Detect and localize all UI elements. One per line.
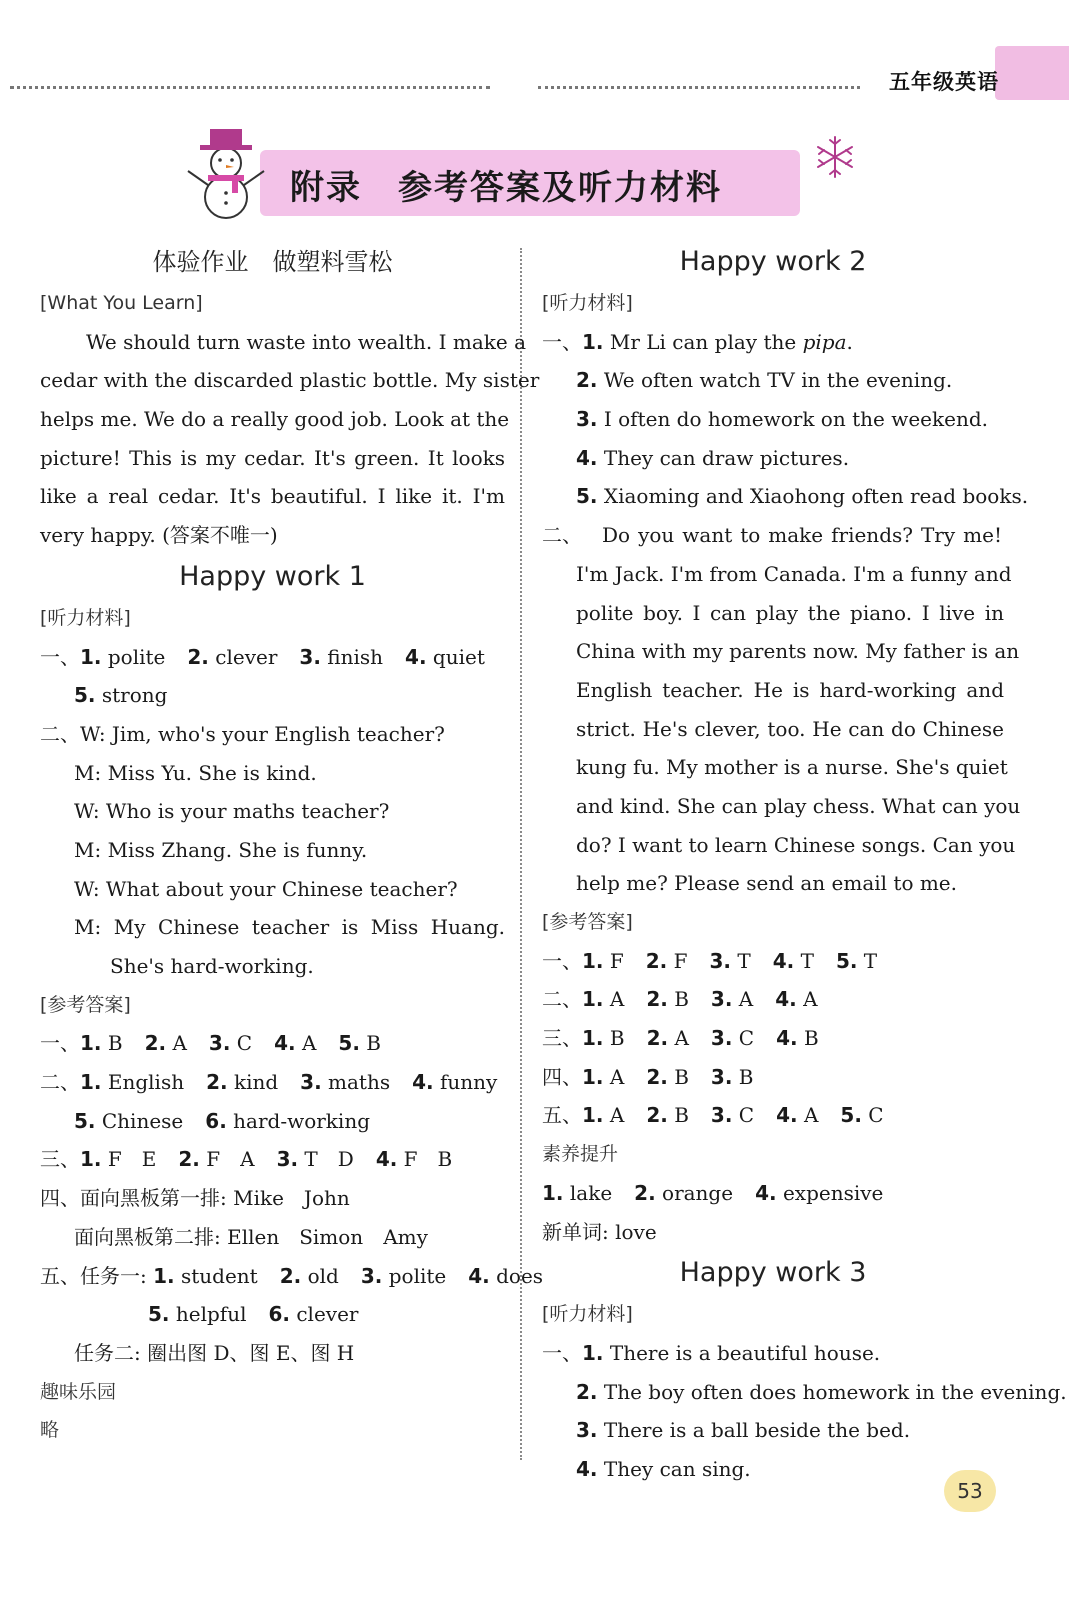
item-number: 1. [582,1103,604,1128]
sentence-text: Mr Li can play the [603,329,803,354]
paragraph-line: I'm Jack. I'm from Canada. I'm a funny and [576,561,1012,586]
item-number: 3. [710,1064,733,1089]
dialogue-line: She's hard-working. [110,954,314,978]
item-answer: Chinese [95,1108,184,1133]
item-answer: English [101,1070,185,1095]
item-number: 2. [646,1103,668,1128]
item-answer: A [732,987,754,1012]
paragraph-line: strict. He's clever, too. He can do Chinese [576,716,1004,741]
sentence-text: I often do homework on the weekend. [597,407,988,432]
dialogue-line: W: What about your Chinese teacher? [74,876,458,901]
heading-happy-work-3: Happy work 3 [679,1257,867,1289]
sentence-text: We often watch TV in the evening. [597,368,953,393]
dialogue-line: M: My Chinese teacher is Miss Huang. [74,915,505,940]
item-number: 4. [775,987,797,1012]
item-answer: kind [227,1070,279,1095]
item-answer: polite [101,644,166,669]
banner-title: 附录 参考答案及听力材料 [290,168,722,208]
item-answer: C [732,1103,755,1128]
item-answer: old [301,1263,339,1288]
left-column [40,240,544,1450]
item-answer: B [667,1064,689,1089]
item-number: 3. [276,1147,299,1172]
item-number: 3. [299,644,321,669]
paragraph-line: cedar with the discarded plastic bottle. My sister [40,368,540,393]
item-answer: A [295,1031,317,1056]
item-number: 5. [74,1108,96,1133]
answer-row [542,1096,1004,1135]
item-answer: T D [298,1147,354,1172]
sentence-text: Xiaoming and Xiaohong often read books. [597,484,1029,509]
item-number: 4. [772,948,795,973]
sentence-row [542,361,1004,400]
paragraph-line: English teacher. He is hard-working and [576,677,1004,702]
grade-tab [869,46,1069,100]
answer-row [40,1024,505,1063]
sentence-row [542,439,1004,478]
paragraph-line: help me? Please send an email to me. [576,871,957,896]
item-number: 1. [153,1263,175,1288]
sentence-text: There is a beautiful house. [603,1340,881,1365]
item-answer: F E [101,1147,157,1172]
item-number: 4. [755,1180,777,1205]
item-answer: C [861,1103,884,1128]
item-number: 4. [412,1070,434,1095]
item-answer: B [667,987,689,1012]
item-number: 5. [148,1302,170,1327]
item-number: 4. [405,644,427,669]
sentence-row [542,1450,1004,1489]
item-answer: B [797,1026,819,1051]
item-answer: lake [563,1180,613,1205]
item-number: 5. [840,1103,862,1128]
item-answer: T [857,948,878,973]
item-number: 3. [710,1026,733,1051]
item-number: 3. [576,1418,598,1443]
item-answer: A [603,987,625,1012]
item-answer: A [166,1031,187,1056]
paragraph-line [542,516,1004,555]
answer-row [40,638,505,677]
omitted-note: 略 [40,1419,60,1442]
item-answer: F [603,948,624,973]
item-answer: quiet [426,644,485,669]
item-number: 3. [576,407,598,432]
grade-label: 五年级英语 [889,70,999,94]
item-answer: F B [397,1147,453,1172]
item-number: 5. [338,1031,360,1056]
paragraph-line: We should turn waste into wealth. I make a [86,329,526,354]
item-number: 2. [144,1031,167,1056]
section-label-literacy: 素养提升 [542,1143,619,1166]
answer-row: 任务二: 圈出图 D、图 E、图 H [74,1340,355,1365]
answer-row [40,1257,544,1296]
item-answer: maths [321,1070,391,1095]
answer-row [542,1019,1004,1058]
item-number: 1. [582,948,604,973]
item-number: 5. [835,948,858,973]
item-number: 6. [268,1302,290,1327]
item-number: 1. [80,1031,102,1056]
item-answer: B [101,1031,123,1056]
item-answer: T [731,948,751,973]
dialogue-line: 二、W: Jim, who's your English teacher? [40,721,445,746]
answer-row: 面向黑板第二排: Ellen Simon Amy [74,1224,428,1249]
item-number: 6. [205,1108,227,1133]
item-number: 5. [74,683,96,708]
item-number: 5. [576,484,598,509]
section-prefix: 五、任务一: [40,1263,154,1288]
item-number: 4. [776,1026,798,1051]
dialogue-line: M: Miss Zhang. She is funny. [74,837,368,862]
item-answer: funny [433,1070,498,1095]
item-answer: expensive [776,1180,884,1205]
item-number: 2. [646,1064,668,1089]
right-column [542,240,1067,1489]
item-number: 2. [187,644,209,669]
item-number: 1. [542,1180,564,1205]
item-answer: B [732,1064,754,1089]
item-number: 1. [80,1070,102,1095]
item-answer: C [230,1031,253,1056]
item-number: 2. [576,368,598,393]
answer-row [542,1058,1004,1097]
paragraph-line: picture! This is my cedar. It's green. It looks [40,445,505,470]
item-number: 1. [582,1064,604,1089]
header-dotted-rule-right [538,86,860,89]
section-prefix: 一、 [542,1340,582,1365]
section-label-fun-park: 趣味乐园 [40,1380,117,1403]
sentence-row [542,323,1004,362]
sentence-row [542,1334,1004,1373]
sentence-row [542,400,1004,439]
dialogue-line: M: Miss Yu. She is kind. [74,760,317,785]
answer-row [40,1140,505,1179]
section-prefix: 一、 [40,644,80,669]
sentence-emphasis: pipa [802,329,847,354]
item-number: 4. [576,445,598,470]
item-answer: F [667,948,688,973]
header-dotted-rule-left [10,86,490,89]
section-heading-experience: 体验作业 做塑料雪松 [152,248,393,276]
item-number: 4. [776,1103,798,1128]
item-number: 2. [279,1263,302,1288]
heading-happy-work-2: Happy work 2 [679,246,867,277]
item-answer: does [489,1263,544,1288]
item-number: 3. [709,948,732,973]
item-answer: helpful [169,1302,247,1327]
item-answer: orange [655,1180,734,1205]
item-answer: F A [199,1147,255,1172]
section-prefix: 一、 [40,1031,80,1056]
sentence-text: The boy often does homework in the evening. [597,1379,1067,1404]
item-number: 1. [80,1147,102,1172]
item-number: 2. [634,1180,656,1205]
item-answer: student [174,1263,258,1288]
item-answer: clever [289,1302,359,1327]
item-number: 1. [582,1340,604,1365]
item-number: 3. [710,987,733,1012]
section-prefix: 三、 [542,1026,582,1051]
item-number: 2. [206,1070,228,1095]
listening-material-label: [听力材料] [40,606,131,629]
item-number: 2. [646,987,668,1012]
item-answer: finish [320,644,384,669]
item-number: 4. [468,1263,490,1288]
item-answer: polite [382,1263,447,1288]
answer-row: 四、面向黑板第一排: Mike John [40,1186,350,1211]
item-answer: C [732,1026,755,1051]
item-answer: hard-working [226,1108,370,1133]
paragraph-text: Do you want to make friends? Try me! [602,523,1002,548]
section-prefix: 三、 [40,1147,80,1172]
dialogue-line: W: Who is your maths teacher? [74,799,390,824]
paragraph-line: very happy. (答案不唯一) [40,523,278,548]
paragraph-line: helps me. We do a really good job. Look at the [40,407,510,432]
sentence-text: They can draw pictures. [597,445,850,470]
item-answer: A [797,1103,819,1128]
section-prefix: 二、 [542,523,582,548]
sentence-row [542,477,1029,516]
section-prefix: 四、 [542,1064,582,1089]
answer-row [542,942,1004,981]
section-prefix: 二、 [542,987,582,1012]
listening-material-label: [听力材料] [542,1303,633,1326]
item-answer: A [668,1026,689,1051]
answer-row [40,676,505,715]
item-number: 2. [645,948,668,973]
item-number: 1. [582,329,604,354]
item-answer: A [603,1064,625,1089]
item-number: 4. [274,1031,296,1056]
answer-row [40,1102,505,1141]
section-prefix: 五、 [542,1103,582,1128]
new-word-row: 新单词: love [542,1219,657,1244]
item-number: 2. [646,1026,669,1051]
what-you-learn-label: [What You Learn] [40,292,203,314]
paragraph-line: and kind. She can play chess. What can you [576,793,1021,818]
item-answer: B [359,1031,381,1056]
item-answer: A [603,1103,625,1128]
item-answer: clever [208,644,278,669]
sentence-text: They can sing. [597,1456,751,1481]
listening-material-label: [听力材料] [542,292,633,314]
sentence-text: . [846,329,853,354]
item-answer: T [794,948,814,973]
item-number: 3. [300,1070,322,1095]
sentence-row [542,1411,1004,1450]
paragraph-line: do? I want to learn Chinese songs. Can you [576,832,1016,857]
item-answer: strong [95,683,168,708]
answer-row [542,980,1004,1019]
item-number: 2. [576,1379,598,1404]
reference-answer-label: [参考答案] [542,911,633,933]
item-number: 1. [80,644,102,669]
answer-row [40,1063,505,1102]
item-number: 4. [375,1147,398,1172]
item-number: 3. [710,1103,733,1128]
item-number: 1. [582,1026,604,1051]
answer-row [40,1295,505,1334]
sentence-row [542,1373,1067,1412]
item-number: 3. [360,1263,383,1288]
paragraph-line: China with my parents now. My father is an [576,639,1020,664]
section-prefix: 二、 [40,1070,80,1095]
item-number: 2. [178,1147,200,1172]
paragraph-line: kung fu. My mother is a nurse. She's quiet [576,755,1008,780]
item-number: 4. [576,1456,598,1481]
reference-answer-label: [参考答案] [40,993,131,1016]
item-answer: B [667,1103,689,1128]
paragraph-line: like a real cedar. It's beautiful. I like it. I'm [40,484,505,509]
item-answer: B [603,1026,625,1051]
item-number: 1. [582,987,604,1012]
answer-row [542,1174,1004,1213]
snowman-icon [182,125,270,220]
sentence-text: There is a ball beside the bed. [597,1418,911,1443]
item-number: 3. [208,1031,231,1056]
page-number: 53 [944,1470,996,1512]
heading-happy-work-1: Happy work 1 [179,560,366,592]
item-answer: A [796,987,818,1012]
section-prefix: 一、 [542,948,582,973]
grade-tab-background [995,46,1069,100]
paragraph-line: polite boy. I can play the piano. I live in [576,600,1004,625]
section-prefix: 一、 [542,329,582,354]
snowflake-icon [812,134,858,180]
